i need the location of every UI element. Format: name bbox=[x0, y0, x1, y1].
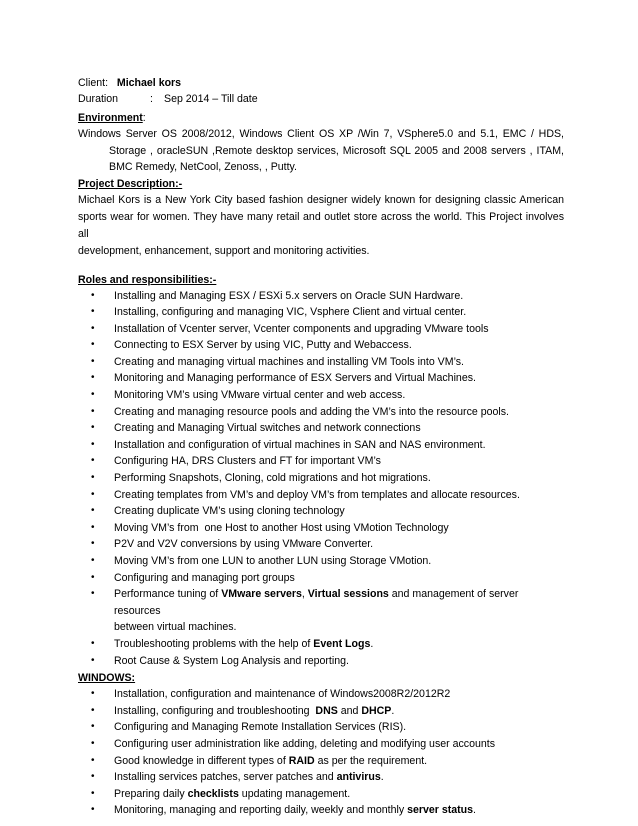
bullet-icon: • bbox=[91, 538, 95, 550]
list-item: • Performing Snapshots, Cloning, cold migrations and hot migrations. bbox=[78, 470, 564, 487]
list-item: • P2V and V2V conversions by using VMware Converter. bbox=[78, 536, 564, 553]
duration-colon: : bbox=[150, 93, 153, 105]
list-item: • Troubleshooting problems with the help of Event Logs. bbox=[78, 636, 564, 653]
windows-heading: WINDOWS: bbox=[78, 672, 136, 685]
list-item: • Monitoring and Managing performance of ESX Servers and Virtual Machines. bbox=[78, 370, 564, 387]
bullet-icon: • bbox=[91, 306, 95, 318]
bullet-icon: • bbox=[91, 521, 95, 533]
project-line-1: Michael Kors is a New York City based fashion designer widely known for designing classic American bbox=[78, 193, 564, 206]
bullet-icon: • bbox=[91, 339, 95, 351]
list-item: • Monitoring, managing and reporting daily, weekly and monthly server status. bbox=[78, 802, 564, 819]
list-item: • Good knowledge in different types of RAID as per the requirement. bbox=[78, 753, 564, 770]
bullet-icon: • bbox=[91, 804, 95, 816]
list-item: • Creating and Managing Virtual switches and network connections bbox=[78, 420, 564, 437]
client-line bbox=[78, 75, 564, 91]
bullet-icon: • bbox=[91, 372, 95, 384]
list-item: • Configuring and managing port groups bbox=[78, 570, 564, 587]
roles-list bbox=[78, 288, 564, 670]
list-item: • Moving VM’s from one LUN to another LUN using Storage VMotion. bbox=[78, 553, 564, 570]
list-item: • Installing, configuring and troubleshooting DNS and DHCP. bbox=[78, 703, 564, 720]
bullet-icon: • bbox=[91, 688, 95, 700]
roles-heading: Roles and responsibilities:- bbox=[78, 273, 217, 286]
list-item: • Performance tuning of VMware servers, Virtual sessions and management of server resources between virtual machines. bbox=[91, 588, 519, 634]
bullet-icon: • bbox=[91, 405, 95, 417]
list-item: • Installation and configuration of virtual machines in SAN and NAS environment. bbox=[78, 437, 564, 454]
list-item: • Creating duplicate VM’s using cloning technology bbox=[78, 503, 564, 520]
bullet-icon: • bbox=[91, 771, 95, 783]
resume-page bbox=[78, 75, 564, 819]
bullet-icon: • bbox=[91, 555, 95, 566]
list-item: • Installing and Managing ESX / ESXi 5.x servers on Oracle SUN Hardware. bbox=[78, 288, 564, 305]
list-item: • Configuring and Managing Remote Installation Services (RIS). bbox=[78, 719, 564, 736]
client-name: Michael kors bbox=[116, 77, 182, 89]
environment-line-1: Windows Server OS 2008/2012, Windows Client OS XP /Win 7, VSphere5.0 and 5.1, EMC / HDS, bbox=[78, 128, 564, 140]
bullet-icon: • bbox=[91, 472, 95, 484]
bullet-icon: • bbox=[91, 754, 95, 766]
bullet-icon: • bbox=[91, 637, 95, 649]
environment-line-3: BMC Remedy, NetCool, Zenoss, , Putty. bbox=[109, 161, 298, 173]
list-item: • Installing services patches, server patches and antivirus. bbox=[78, 769, 564, 786]
list-item: • Connecting to ESX Server by using VIC, Putty and Webaccess. bbox=[78, 337, 564, 354]
bullet-icon: • bbox=[91, 322, 95, 334]
environment-heading-suffix: : bbox=[142, 112, 146, 124]
bullet-icon: • bbox=[91, 488, 95, 500]
list-item: • Installation, configuration and maintenance of Windows2008R2/2012R2 bbox=[78, 686, 564, 703]
list-item: • Root Cause & System Log Analysis and reporting. bbox=[78, 653, 564, 670]
project-heading-line bbox=[78, 176, 564, 192]
list-item: • Configuring HA, DRS Clusters and FT for important VM’s bbox=[78, 453, 564, 470]
list-item: • Creating and managing virtual machines and installing VM Tools into VM’s. bbox=[78, 354, 564, 371]
bullet-icon: • bbox=[91, 289, 95, 301]
project-heading: Project Description:- bbox=[78, 177, 183, 190]
windows-heading-line bbox=[78, 670, 564, 686]
project-line-3: development, enhancement, support and monitoring activities. bbox=[78, 244, 370, 257]
project-description bbox=[78, 192, 564, 260]
list-item: • Installation of Vcenter server, Vcenter components and upgrading VMware tools bbox=[78, 321, 564, 338]
bullet-icon: • bbox=[91, 505, 95, 517]
bullet-icon: • bbox=[91, 571, 95, 583]
project-line-2: sports wear for women. They have many retail and outlet store across the world. This Project involves all bbox=[78, 210, 564, 240]
environment-heading-line bbox=[78, 110, 564, 126]
list-item: • Monitoring VM’s using VMware virtual center and web access. bbox=[78, 387, 564, 404]
duration-value: Sep 2014 – Till date bbox=[164, 93, 258, 105]
list-item: • Moving VM’s from one Host to another Host using VMotion Technology bbox=[78, 520, 564, 537]
list-item: • Creating and managing resource pools and adding the VM’s into the resource pools. bbox=[78, 404, 564, 421]
bullet-icon: • bbox=[91, 389, 95, 401]
bullet-icon: • bbox=[91, 721, 95, 733]
bullet-icon: • bbox=[91, 737, 95, 749]
bullet-icon: • bbox=[91, 455, 95, 467]
duration-line bbox=[78, 91, 564, 107]
environment-heading: Environment bbox=[78, 112, 143, 124]
bullet-icon: • bbox=[91, 355, 95, 367]
list-item: • Installing, configuring and managing VIC, Vsphere Client and virtual center. bbox=[78, 304, 564, 321]
list-item: • Preparing daily checklists updating management. bbox=[78, 786, 564, 803]
bullet-icon: • bbox=[91, 588, 95, 600]
bullet-icon: • bbox=[91, 438, 95, 450]
environment-line-2: Storage , oracleSUN ,Remote desktop services, Microsoft SQL 2005 and 2008 servers , ITAM, bbox=[109, 144, 564, 157]
duration-label: Duration bbox=[78, 93, 119, 105]
list-item: • Creating templates from VM’s and deploy VM’s from templates and allocate resources. bbox=[78, 487, 564, 504]
list-item: • Configuring user administration like adding, deleting and modifying user accounts bbox=[78, 736, 564, 753]
windows-list bbox=[78, 686, 564, 819]
roles-heading-line bbox=[78, 272, 564, 288]
bullet-icon: • bbox=[91, 654, 95, 666]
client-label: Client: bbox=[78, 77, 109, 89]
bullet-icon: • bbox=[91, 422, 95, 434]
bullet-icon: • bbox=[91, 787, 95, 799]
bullet-icon: • bbox=[91, 704, 95, 716]
